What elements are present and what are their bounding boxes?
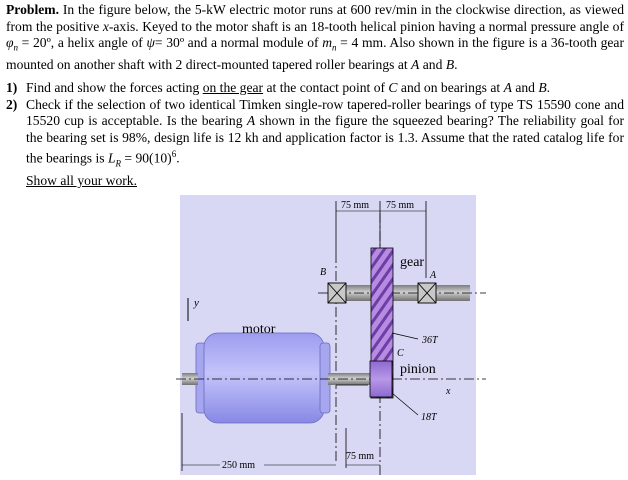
q1-underlined: on the gear <box>202 80 264 95</box>
var-psi: ψ <box>146 35 155 51</box>
q2-var-L: L <box>107 150 116 166</box>
label-18T: 18T <box>421 412 437 423</box>
problem-heading: Problem. <box>6 2 59 17</box>
q1-text-c: and on bearings at <box>400 80 501 95</box>
pinion-18t <box>370 361 392 397</box>
gear-figure-svg <box>168 193 488 475</box>
label-C: C <box>397 348 404 359</box>
period: . <box>454 56 458 72</box>
word-and: and <box>422 56 443 72</box>
var-B: B <box>445 56 455 72</box>
problem-line1: In the figure below, the 5-kW electric motor runs at 600 rev/min in the clockwise direction, as <box>62 2 581 17</box>
question-list <box>6 80 624 190</box>
q2-text2a: cone and 15520 cup is acceptable. Is the bearing <box>26 96 625 129</box>
question-1-number: 1) <box>6 80 18 95</box>
problem-line3d: = 4 mm. Also shown in the <box>336 35 489 51</box>
show-work-note: Show all your work. <box>26 173 138 189</box>
q2-text4b: = 90(10) <box>121 150 172 166</box>
q2-text1: Check if the selection of two identical Timken single-row tapered-roller bearings of type TS 15590 <box>26 96 571 112</box>
q2-text4a: the rated catalog life for the bearings is <box>26 129 624 166</box>
dim-bottom-label: 75 mm <box>346 451 375 462</box>
q2-text2b: shown in the figure the squeezed bearing? The <box>259 113 519 129</box>
question-2 <box>6 97 624 173</box>
q2-period: . <box>176 150 180 166</box>
q2-var-L-sub: R <box>115 158 121 169</box>
label-x: x <box>446 386 451 397</box>
label-motor: motor <box>242 322 276 337</box>
q1-text-b: at the contact point of <box>266 80 386 95</box>
problem-line3a: pressure angle of <box>530 18 624 34</box>
bearing-a <box>418 283 436 303</box>
q2-var-A: A <box>246 113 256 129</box>
q1-var-C: C <box>388 80 398 95</box>
q1-period: . <box>546 80 551 95</box>
var-A: A <box>411 56 420 72</box>
label-B: B <box>320 267 327 278</box>
q1-text-a: Find and show the forces acting <box>26 80 200 95</box>
var-phi-sub: n <box>13 42 19 53</box>
label-pinion: pinion <box>400 362 436 377</box>
var-phi: φ <box>6 35 14 51</box>
var-x: x <box>102 18 109 34</box>
dim-top-left-label: 75 mm <box>341 200 370 211</box>
question-2-number: 2) <box>6 96 18 112</box>
motor-body <box>204 333 324 423</box>
question-1 <box>6 80 624 97</box>
dim-left-label: 250 mm <box>222 460 256 471</box>
var-m-sub: n <box>332 42 337 53</box>
dim-top-right-label: 75 mm <box>386 200 415 211</box>
label-y: y <box>194 297 199 309</box>
q2-text3: reliability goal for the bearing set is 98%, design life is 12 kh and application factor is 1.3. Assume that <box>26 113 625 145</box>
problem-line2a: viewed from the positive <box>6 2 624 34</box>
problem-line3b: = 20º, a helix angle of <box>18 35 143 51</box>
gear-figure <box>168 193 488 475</box>
problem-statement <box>6 2 624 73</box>
label-A: A <box>430 270 437 281</box>
q1-var-B: B <box>538 80 547 95</box>
bearing-b <box>328 283 346 303</box>
q1-var-A: A <box>503 80 512 95</box>
var-m: m <box>322 35 333 51</box>
label-gear: gear <box>400 255 425 270</box>
problem-line2b: -axis. Keyed to the motor shaft is an 18-tooth helical pinion having a normal <box>108 18 528 34</box>
problem-line4a: figure is a 36-tooth gear mounted on another shaft with 2 direct-mounted tapered roller bearings at <box>6 35 624 72</box>
q2-exponent: 6 <box>171 149 177 160</box>
problem-line3c: = 30º and a normal module of <box>154 35 319 51</box>
q1-text-d: and <box>515 80 535 95</box>
label-36T: 36T <box>422 335 438 346</box>
